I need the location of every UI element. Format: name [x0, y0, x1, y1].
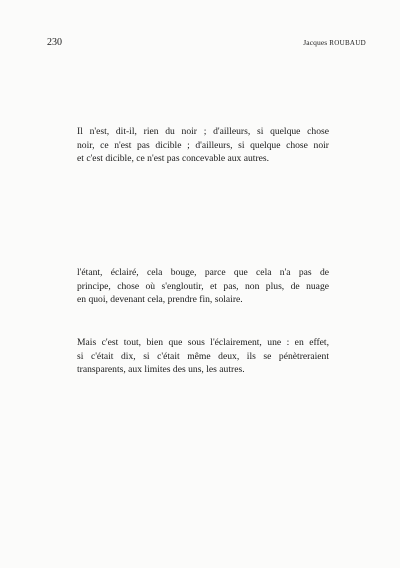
- paragraph-line: transparents, aux limites des uns, les autres.: [77, 364, 245, 376]
- author-first-name: Jacques: [303, 38, 328, 47]
- paragraph-line: Il n'est, dit-il, rien du noir ; d'ailleurs, si quelque chose: [77, 126, 329, 137]
- paragraph-1: [77, 125, 329, 166]
- paragraph-3: [77, 336, 329, 377]
- paragraph-line: principe, chose où s'engloutir, et pas, non plus, de nuage: [77, 280, 329, 292]
- paragraph-line: et c'est dicible, ce n'est pas concevable aux autres.: [77, 153, 270, 165]
- paragraph-line: Mais c'est tout, bien que sous l'éclairement, une : en effet,: [77, 337, 329, 348]
- running-head-author: [303, 38, 366, 48]
- paragraph-line: si c'était dix, si c'était même deux, ils se pénètreraient: [77, 350, 329, 362]
- paragraph-line: l'étant, éclairé, cela bouge, parce que cela n'a pas de: [77, 267, 329, 278]
- page-number: 230: [47, 37, 62, 48]
- paragraph-2: [77, 266, 329, 307]
- author-last-name: ROUBAUD: [329, 39, 366, 47]
- paragraph-line: en quoi, devenant cela, prendre fin, solaire.: [77, 294, 243, 306]
- paragraph-line: noir, ce n'est pas dicible ; d'ailleurs, si quelque chose noir: [77, 139, 329, 151]
